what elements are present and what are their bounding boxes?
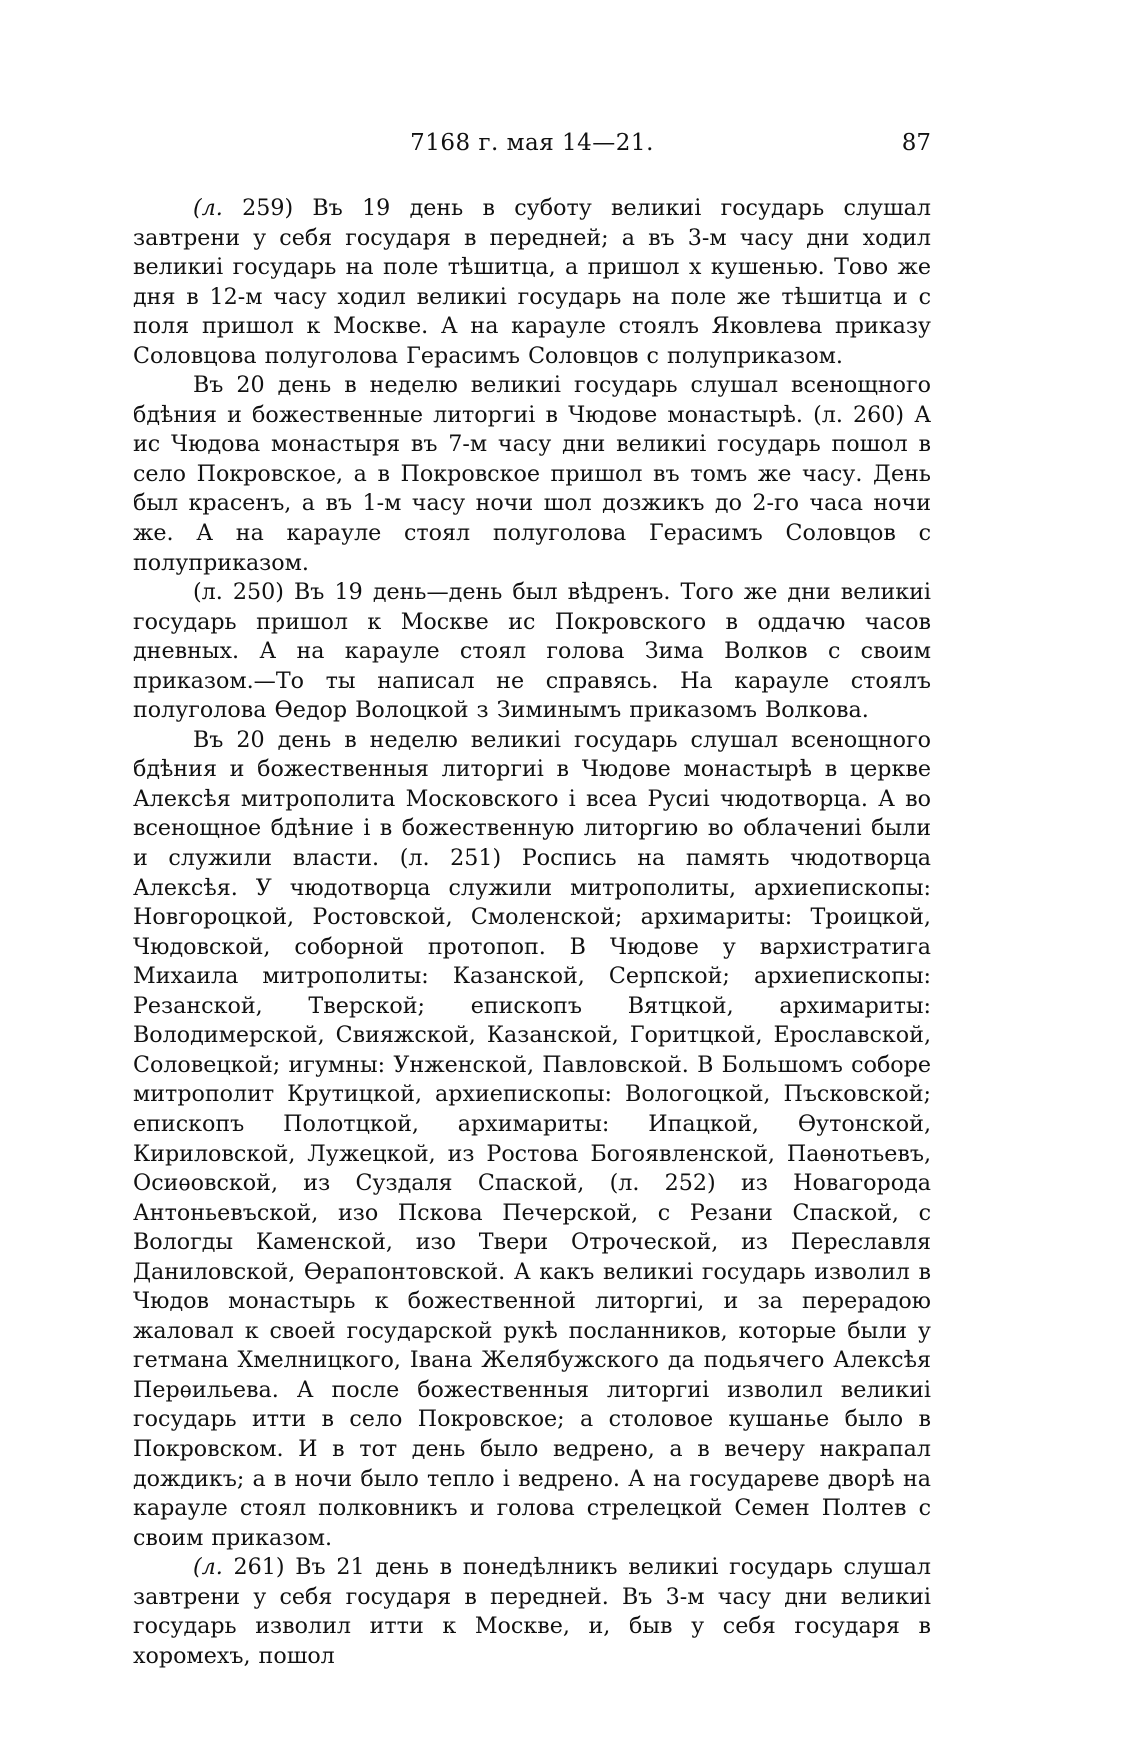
paragraph-text: (л. 250) Въ 19 день—день был вѣдренъ. Того же дни великиі государь пришол к Москве ис Покровского в оддачю часов дневных. А на карауле стоял голова Зима Волков с своим приказом.—То ты написал не справясь. На карауле стоялъ полуголова Ѳедор Волоцкой з Зиминымъ приказомъ Волкова. bbox=[133, 579, 931, 724]
folio-ref: (л. bbox=[193, 195, 223, 221]
body-text bbox=[133, 194, 931, 1671]
folio-ref: (л. bbox=[193, 1554, 223, 1581]
page-header bbox=[133, 130, 931, 164]
paragraph-text: 259) Въ 19 день в суботу великиі государь слушал завтрени у себя государя в передней; а въ 3-м часу дни ходил великиі государь на поле тѣшитца, а пришол х кушенью. Тово же дня в 12-м часу ходил великиі государь на поле же тѣшитца и с поля пришол к Москве. А на карауле стоялъ Яковлева приказу Соловцова полуголова Герасимъ Соловцов с полуприказом. bbox=[133, 195, 931, 369]
paragraph-2 bbox=[133, 371, 931, 578]
running-head: 7168 г. мая 14—21. bbox=[410, 130, 654, 156]
paragraph-1 bbox=[133, 194, 931, 371]
paragraph-3 bbox=[133, 578, 931, 726]
paragraph-text: 261) Въ 21 день в понедѣлникъ великиі государь слушал завтрени у себя государя в передней. Въ 3-м часу дни великиі государь изволил итти к Москве, и, быв у себя государя в хоромехъ, пошол bbox=[133, 1554, 931, 1669]
paragraph-5 bbox=[133, 1553, 931, 1671]
paragraph-text: Въ 20 день в неделю великиі государь слушал всенощного бдѣния и божественныя литоргиі в Чюдове монастырѣ в церкве Алексѣя митрополита Московского і всеа Русиі чюдотворца. А во всенощное бдѣние і в божественную литоргию во облачениі были и служили власти. (л. 251) Роспись на память чюдотворца Алексѣя. У чюдотворца служили митрополиты, архиепископы: Новгороцкой, Ростовской, Смоленской; архимариты: Троицкой, Чюдовской, соборной протопоп. В Чюдове у вархистратига Михаила митрополиты: Казанской, Серпской; архиепископы: Резанской, Тверской; епископъ Вятцкой, архимариты: Володимерской, Свияжской, Казанской, Горитцкой, Ерославской, Соловецкой; игумны: Унженской, Павловской. В Большомъ соборе митрополит Крутицкой, архиепископы: Вологоцкой, Пъсковской; епископъ Полотцкой, архимариты: Ипацкой, Ѳутонской, Кириловской, Лужецкой, из Ростова Богоявленской, Паѳнотьевъ, Осиѳовской, из Суздаля Спаской, (л. 252) из Новагорода Антоньевъской, изо Пскова Печерской, с Резани Спаской, с Вологды Каменской, изо Твери Отроческой, из Переславля Даниловской, Ѳерапонтовской. А какъ великиі государь изволил в Чюдов монастырь к божественной литоргиі, и за перерадою жаловал к своей государской рукѣ посланников, которые были у гетмана Хмелницкого, Івана Желябужского да подьячего Алексѣя Перѳильева. А после божественныя литоргиі изволил великиі государь итти в село Покровское; а столовое кушанье было в Покровском. И в тот день было ведрено, а в вечеру накрапал дождикъ; а в ночи было тепло і ведрено. А на государеве дворѣ на карауле стоял полковникъ и голова стрелецкой Семен Полтев с своим приказом. bbox=[133, 726, 931, 1551]
page-number: 87 bbox=[901, 130, 931, 156]
paragraph-4 bbox=[133, 726, 931, 1553]
paragraph-text: Въ 20 день в неделю великиі государь слушал всенощного бдѣния и божественные литоргиі в Чюдове монастырѣ. (л. 260) А ис Чюдова монастыря въ 7-м часу дни великиі государь пошол в село Покровское, а в Покровское пришол въ томъ же часу. День был красенъ, а въ 1-м часу ночи шол дозжикъ до 2-го часа ночи же. А на карауле стоял полуголова Герасимъ Соловцов с полуприказом. bbox=[133, 372, 931, 576]
